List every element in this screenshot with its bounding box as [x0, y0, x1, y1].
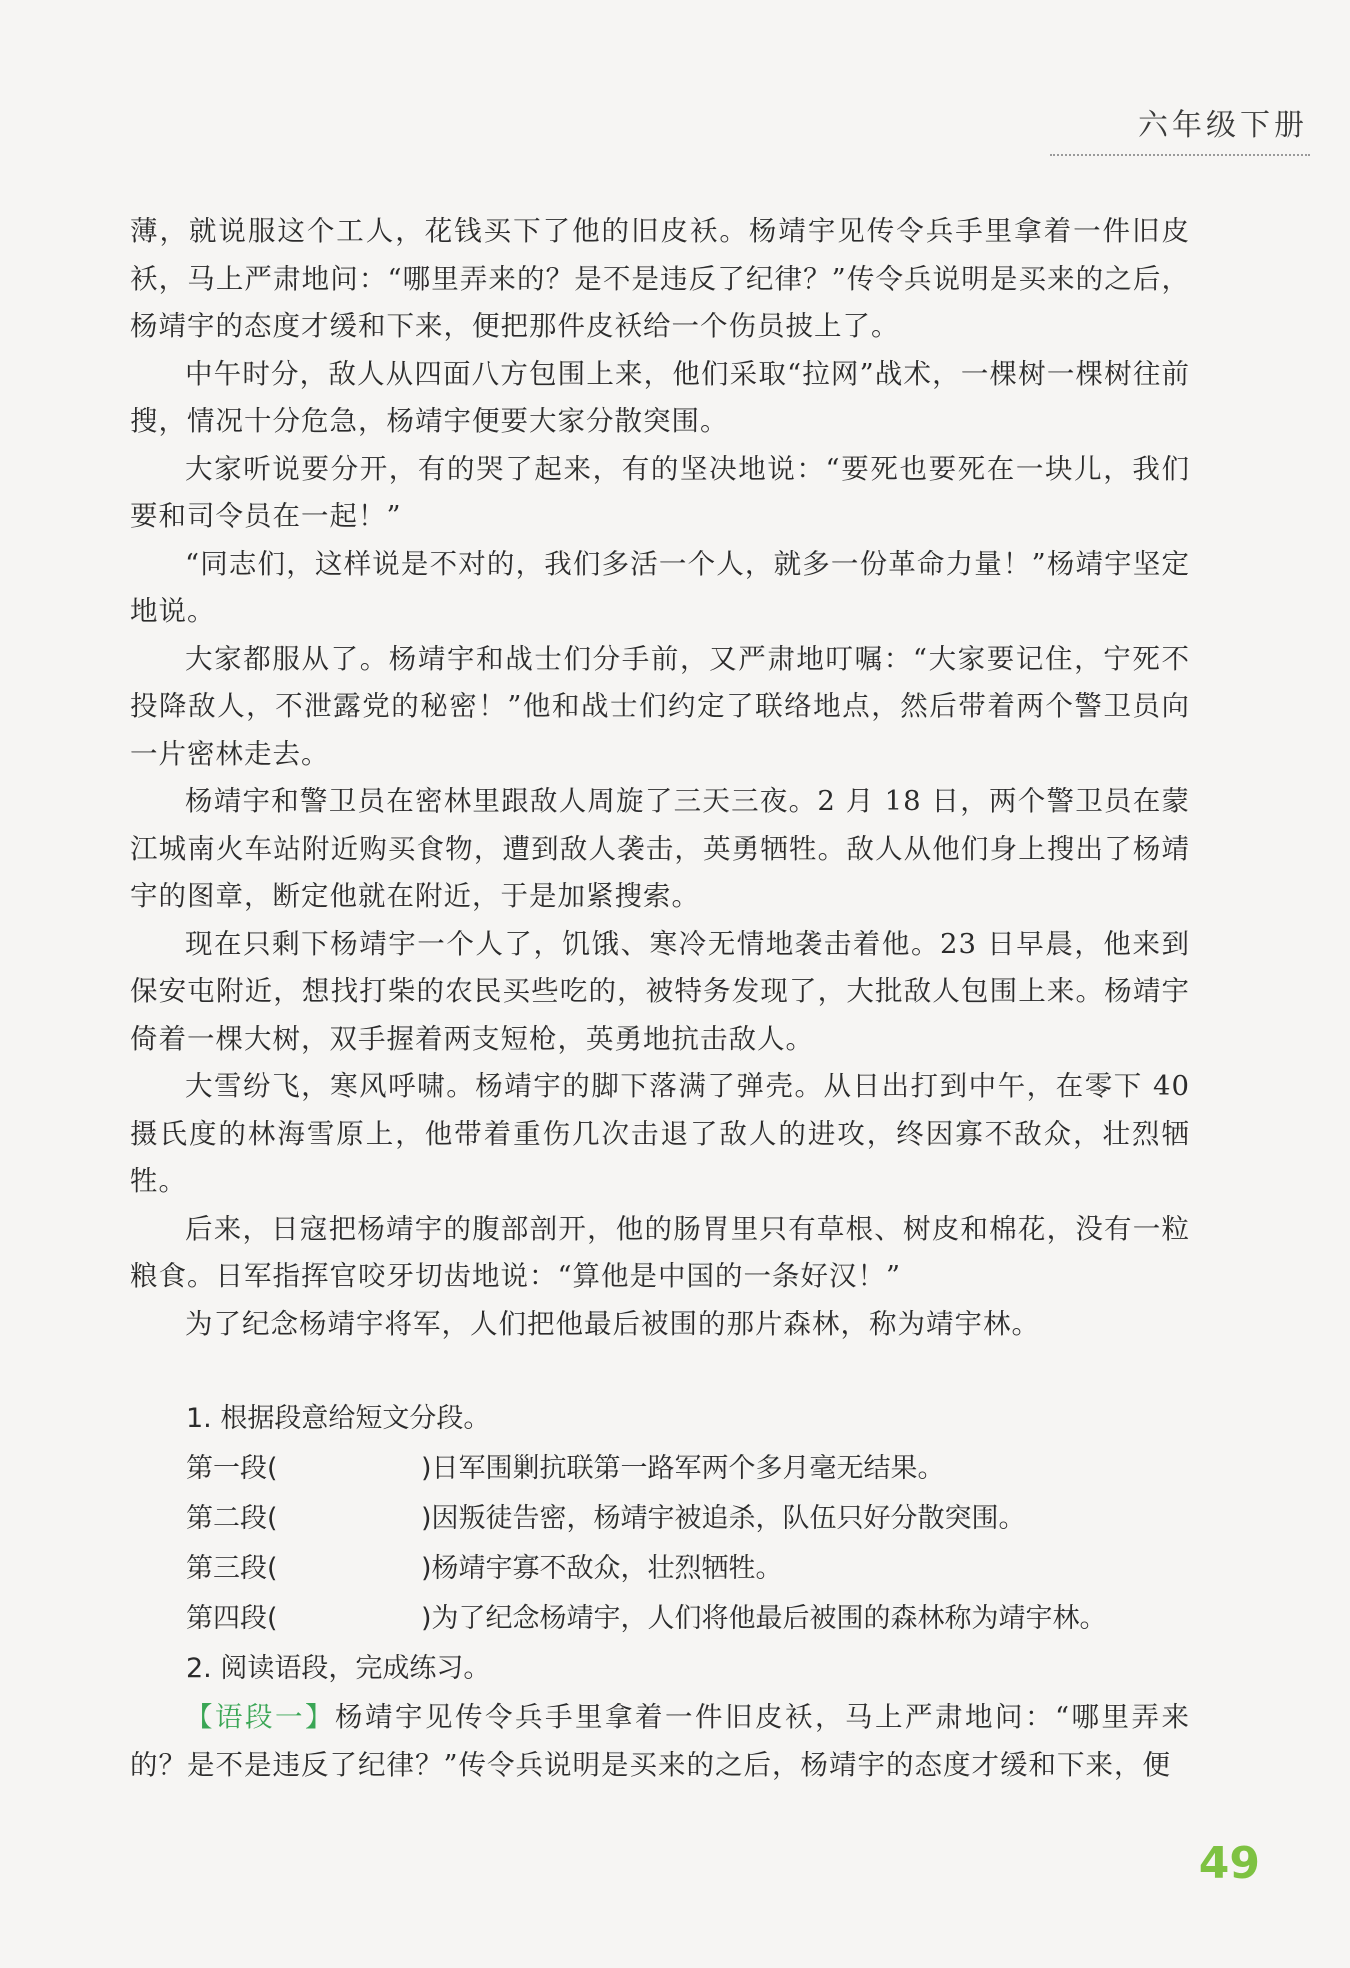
segment-description: )日军围剿抗联第一路军两个多月毫无结果。 — [421, 1453, 945, 1484]
passage-text: 杨靖宇见传令兵手里拿着一件旧皮袄，马上严肃地问：“哪里弄来的？是不是违反了纪律？”传令兵说明是买来的之后，杨靖宇的态度才缓和下来，便 — [130, 1701, 1191, 1781]
segment-blank-label: 第四段( — [186, 1603, 278, 1634]
question-1-title: 1. 根据段意给短文分段。 — [186, 1403, 491, 1434]
article-paragraph: 现在只剩下杨靖宇一个人了，饥饿、寒冷无情地袭击着他。23 日早晨，他来到保安屯附近，想找打柴的农民买些吃的，被特务发现了，大批敌人包围上来。杨靖宇倚着一棵大树，双手握着两支短枪，英勇地抗击敌人。 — [130, 927, 1190, 1055]
segment-row — [130, 1544, 1190, 1594]
article-paragraph: 薄，就说服这个工人，花钱买下了他的旧皮袄。杨靖宇见传令兵手里拿着一件旧皮袄，马上严肃地问：“哪里弄来的？是不是违反了纪律？”传令兵说明是买来的之后，杨靖宇的态度才缓和下来，便把那件皮袄给一个伤员披上了。 — [130, 215, 1190, 342]
article-paragraph: 后来，日寇把杨靖宇的腹部剖开，他的肠胃里只有草根、树皮和棉花，没有一粒粮食。日军指挥官咬牙切齿地说：“算他是中国的一条好汉！” — [130, 1212, 1190, 1292]
passage-tag: 【语段一】 — [185, 1701, 335, 1733]
article-paragraph: “同志们，这样说是不对的，我们多活一个人，就多一份革命力量！”杨靖宇坚定地说。 — [130, 547, 1190, 627]
segment-blank-label: 第一段( — [186, 1453, 278, 1484]
segment-description: )为了纪念杨靖宇，人们将他最后被围的森林称为靖宇林。 — [421, 1603, 1107, 1634]
exercise-section — [130, 1394, 1190, 1789]
page-number: 49 — [1198, 1838, 1260, 1889]
segment-description: )因叛徒告密，杨靖宇被追杀，队伍只好分散突围。 — [421, 1503, 1026, 1534]
article-paragraph: 中午时分，敌人从四面八方包围上来，他们采取“拉网”战术，一棵树一棵树往前搜，情况十分危急，杨靖宇便要大家分散突围。 — [130, 357, 1190, 437]
article-paragraph: 大雪纷飞，寒风呼啸。杨靖宇的脚下落满了弹壳。从日出打到中午，在零下 40 摄氏度的林海雪原上，他带着重伤几次击退了敌人的进攻，终因寡不敌众，壮烈牺牲。 — [130, 1070, 1190, 1197]
segment-row — [130, 1494, 1190, 1544]
article-text — [130, 208, 1190, 1348]
article-paragraph: 大家都服从了。杨靖宇和战士们分手前，又严肃地叮嘱：“大家要记住，宁死不投降敌人，不泄露党的秘密！”他和战士们约定了联络地点，然后带着两个警卫员向一片密林走去。 — [130, 642, 1190, 770]
segment-row — [130, 1444, 1190, 1494]
segment-blank-label: 第二段( — [186, 1503, 278, 1534]
article-paragraph: 杨靖宇和警卫员在密林里跟敌人周旋了三天三夜。2 月 18 日，两个警卫员在蒙江城南火车站附近购买食物，遭到敌人袭击，英勇牺牲。敌人从他们身上搜出了杨靖宇的图章，断定他就在附近，于是加紧搜索。 — [130, 785, 1190, 912]
header-divider — [1050, 154, 1310, 156]
segment-row — [130, 1594, 1190, 1644]
passage-one — [130, 1694, 1190, 1789]
segment-blank-label: 第三段( — [186, 1553, 278, 1584]
article-paragraph: 为了纪念杨靖宇将军，人们把他最后被围的那片森林，称为靖宇林。 — [185, 1307, 1040, 1340]
segment-description: )杨靖宇寡不敌众，壮烈牺牲。 — [421, 1553, 783, 1584]
grade-label: 六年级下册 — [1138, 108, 1308, 143]
question-2-title: 2. 阅读语段，完成练习。 — [186, 1653, 491, 1684]
article-paragraph: 大家听说要分开，有的哭了起来，有的坚决地说：“要死也要死在一块儿，我们要和司令员在一起！” — [130, 452, 1190, 532]
